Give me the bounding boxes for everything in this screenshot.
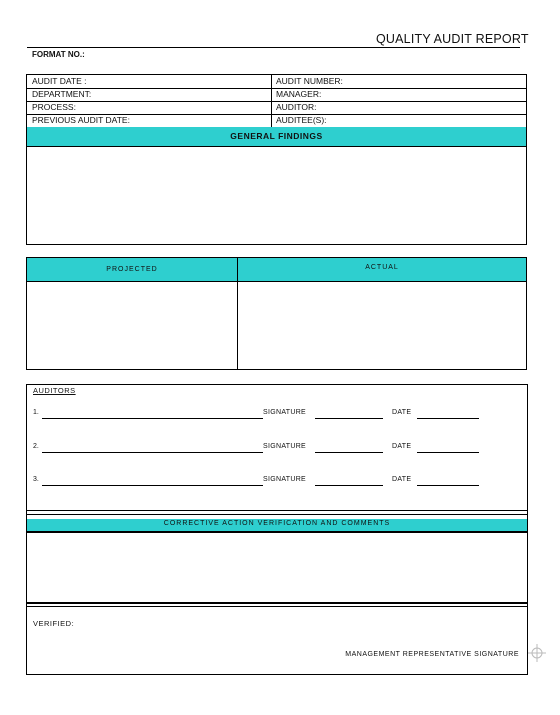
format-number-label: FORMAT NO.: xyxy=(32,50,85,59)
signature-label: SIGNATURE xyxy=(263,409,307,416)
info-row-department xyxy=(27,88,526,102)
actual-label: ACTUAL xyxy=(365,264,399,271)
signature-field[interactable] xyxy=(315,418,383,419)
date-field[interactable] xyxy=(417,452,479,453)
corrective-comments-area[interactable] xyxy=(27,533,527,601)
section-divider xyxy=(27,510,527,511)
info-row-previous-audit xyxy=(27,114,526,128)
date-field[interactable] xyxy=(417,485,479,486)
verified-label: VERIFIED: xyxy=(33,619,75,628)
corrective-action-header xyxy=(27,519,527,531)
process-label: PROCESS: xyxy=(32,102,76,112)
auditors-section xyxy=(26,384,528,675)
auditor-number: 2. xyxy=(33,443,39,450)
info-row-audit-date xyxy=(27,75,526,89)
date-label: DATE xyxy=(392,476,412,483)
auditor-label: AUDITOR: xyxy=(276,102,317,112)
actual-area[interactable] xyxy=(238,282,526,370)
audit-info-table xyxy=(26,74,527,245)
manager-label: MANAGER: xyxy=(276,89,322,99)
section-divider xyxy=(27,602,527,604)
date-label: DATE xyxy=(392,409,412,416)
management-signature-label: MANAGEMENT REPRESENTATIVE SIGNATURE xyxy=(345,651,519,658)
general-findings-label: GENERAL FINDINGS xyxy=(230,131,323,141)
signature-field[interactable] xyxy=(315,452,383,453)
projected-label: PROJECTED xyxy=(106,266,158,273)
projected-area[interactable] xyxy=(27,282,237,370)
signature-field[interactable] xyxy=(315,485,383,486)
document-title: QUALITY AUDIT REPORT xyxy=(376,32,529,46)
date-field[interactable] xyxy=(417,418,479,419)
section-divider xyxy=(27,606,527,607)
audit-date-label: AUDIT DATE : xyxy=(32,76,87,86)
auditees-label: AUDITEE(S): xyxy=(276,115,327,125)
auditor-number: 1. xyxy=(33,409,39,416)
auditors-label: AUDITORS xyxy=(33,386,76,395)
signature-label: SIGNATURE xyxy=(263,443,307,450)
department-label: DEPARTMENT: xyxy=(32,89,92,99)
general-findings-header xyxy=(27,127,526,147)
auditor-number: 3. xyxy=(33,476,39,483)
signature-label: SIGNATURE xyxy=(263,476,307,483)
info-row-process xyxy=(27,101,526,115)
section-divider xyxy=(27,514,527,515)
auditor-name-field[interactable] xyxy=(42,452,263,453)
auditor-name-field[interactable] xyxy=(42,485,263,486)
previous-audit-date-label: PREVIOUS AUDIT DATE: xyxy=(32,115,130,125)
projected-actual-table xyxy=(26,257,527,370)
auditor-name-field[interactable] xyxy=(42,418,263,419)
date-label: DATE xyxy=(392,443,412,450)
corrective-action-label: CORRECTIVE ACTION VERIFICATION AND COMMENTS xyxy=(163,520,391,527)
registration-mark-icon xyxy=(528,644,546,662)
title-underline xyxy=(27,47,520,48)
general-findings-area[interactable] xyxy=(27,147,526,244)
audit-number-label: AUDIT NUMBER: xyxy=(276,76,343,86)
